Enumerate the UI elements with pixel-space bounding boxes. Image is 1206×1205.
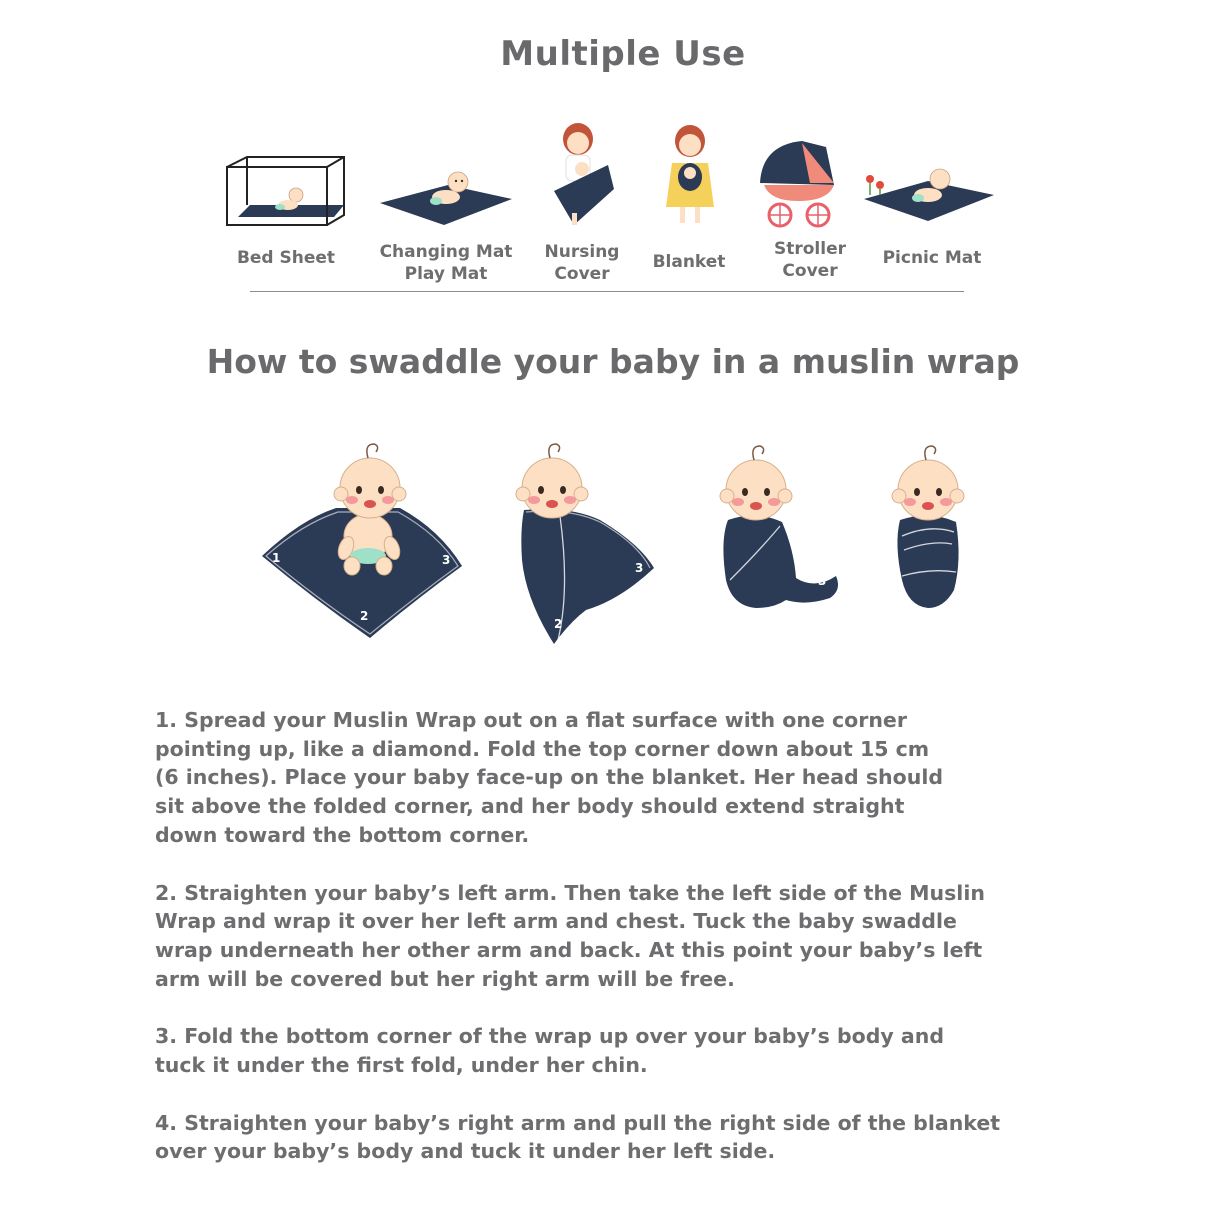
- stroller-cover-icon: [754, 137, 840, 229]
- picnic-mat-icon: [862, 165, 996, 229]
- section-divider: [250, 291, 964, 292]
- instruction-step-3: 3. Fold the bottom corner of the wrap up over your baby’s body and tuck it under the first fold, under her chin.: [155, 1024, 945, 1078]
- swaddle-stage-1: [262, 444, 462, 638]
- use-label-bed-sheet: Bed Sheet: [236, 248, 336, 268]
- corner-number-2: 2: [360, 609, 369, 623]
- corner-number-3-stage-2: 3: [635, 561, 644, 575]
- swaddle-steps-illustration: [240, 440, 980, 660]
- use-label-nursing-cover: Nursing Cover: [544, 242, 620, 284]
- instruction-step-2: 2. Straighten your baby’s left arm. Then take the left side of the Muslin Wrap and wrap it over her left arm and chest. Tuck the baby swaddle wrap underneath her other arm and back. At this point your baby’s left arm will be covered but her right arm will be free.: [155, 880, 985, 991]
- corner-number-3: 3: [442, 553, 451, 567]
- changing-mat-icon: [378, 165, 514, 229]
- multiple-use-row: [0, 115, 1206, 295]
- instruction-step-4: 4. Straighten your baby’s right arm and pull the right side of the blanket over your baby’s body and tuck it under her left side.: [155, 1110, 1001, 1164]
- swaddle-stage-3: [720, 446, 838, 608]
- nursing-cover-icon: [548, 121, 618, 227]
- swaddle-instructions: [155, 706, 1115, 1195]
- use-label-blanket: Blanket: [652, 252, 726, 272]
- multiple-use-title: Multiple Use: [500, 34, 746, 74]
- corner-number-3-stage-3: 3: [818, 574, 827, 588]
- mother-blanket-icon: [664, 123, 716, 227]
- use-label-changing-mat: Changing Mat Play Mat: [379, 242, 513, 284]
- instruction-step-1: 1. Spread your Muslin Wrap out on a flat surface with one corner pointing up, like a diamond. Fold the top corner down about 15 cm (6 inches). Place your baby face-up on the blanket. Her head should sit above the folded corner, and her body should extend straight down toward the bottom corner.: [155, 708, 944, 847]
- corner-number-1: 1: [272, 551, 281, 565]
- swaddle-stage-2: [516, 444, 654, 644]
- swaddle-stage-4: [892, 446, 964, 608]
- use-label-picnic-mat: Picnic Mat: [882, 248, 982, 268]
- use-label-stroller-cover: Stroller Cover: [773, 239, 846, 281]
- swaddle-title: How to swaddle your baby in a muslin wrap: [206, 342, 1020, 381]
- corner-number-2-stage-2: 2: [554, 617, 563, 631]
- crib-bed-sheet-icon: [224, 155, 348, 235]
